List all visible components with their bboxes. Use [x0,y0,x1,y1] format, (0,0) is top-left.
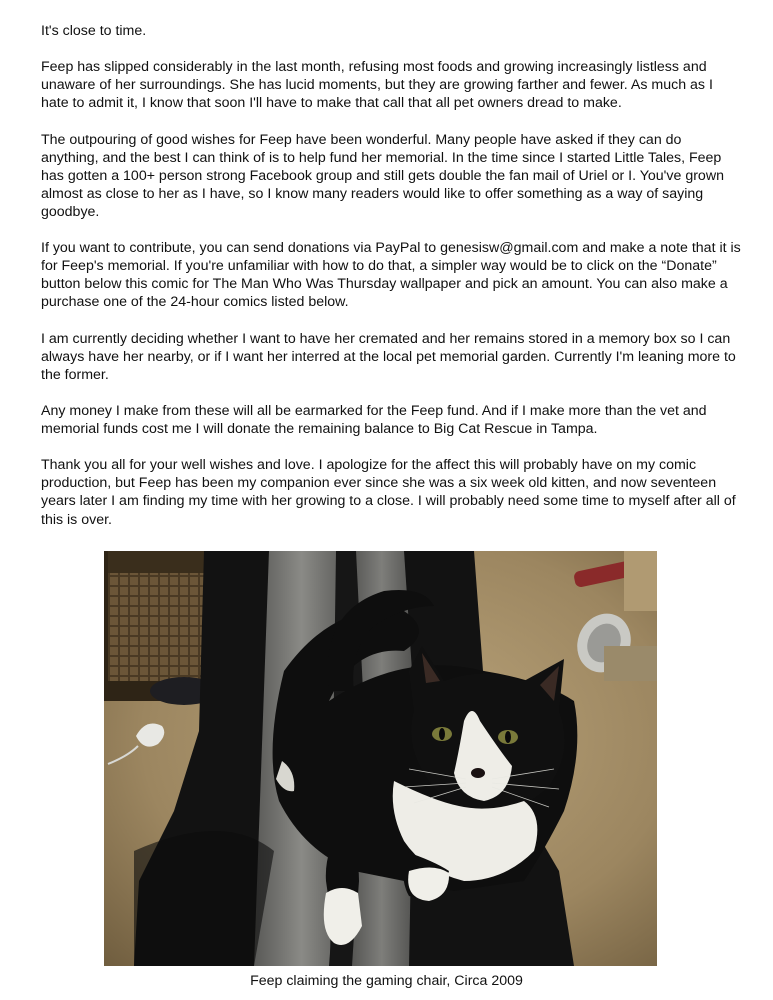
paragraph-good-wishes: The outpouring of good wishes for Feep have been wonderful. Many people have asked if they can do anything, and the best I can think of is to help fund her memorial. In the time since I started Little Tales, Feep has gotten a 100+ person strong Facebook group and still gets double the fan mail of Uriel or I. You've grown almost as close to her as I have, so I know many readers would like to offer something as a way of saying goodbye. [41,131,724,220]
cat-photo [104,551,657,966]
paragraph-memorial-choice: I am currently deciding whether I want to have her cremated and her remains stored in a memory box so I can always have her nearby, or if I want her interred at the local pet memorial garden. Currently I'm leaning more to the former. [41,330,736,383]
photo-caption: Feep claiming the gaming chair, Circa 2009 [250,973,523,989]
cat-photo-illustration [104,551,657,966]
paragraph-feep-condition: Feep has slipped considerably in the last month, refusing most foods and growing increasingly listless and unaware of her surroundings. She has lucid moments, but they are growing farther and fewer. As much as I hate to admit it, I know that soon I'll have to make that call that all pet owners dread to make. [41,59,713,112]
basket [108,571,204,681]
paragraph-opening: It's close to time. [41,23,147,39]
paragraph-feep-fund: Any money I make from these will all be earmarked for the Feep fund. And if I make more than the vet and memorial funds cost me I will donate the remaining balance to Big Cat Rescue in Tampa. [41,402,707,438]
paragraph-donations: If you want to contribute, you can send donations via PayPal to genesisw@gmail.com and make a note that it is for Feep's memorial. If you're unfamiliar with how to do that, a simpler way would be to click on the “Donate” button below this comic for The Man Who Was Thursday wallpaper and pick an amount. You can also make a purchase one of the 24-hour comics listed below. [41,240,741,311]
letter-body [41,22,741,547]
paragraph-thank-you: Thank you all for your well wishes and love. I apologize for the affect this will probably have on my comic production, but Feep has been my companion ever since she was a six week old kitten, and now seventeen years later I am finding my time with her growing to a close. I will probably need some time to myself after all of this is over. [41,457,736,528]
